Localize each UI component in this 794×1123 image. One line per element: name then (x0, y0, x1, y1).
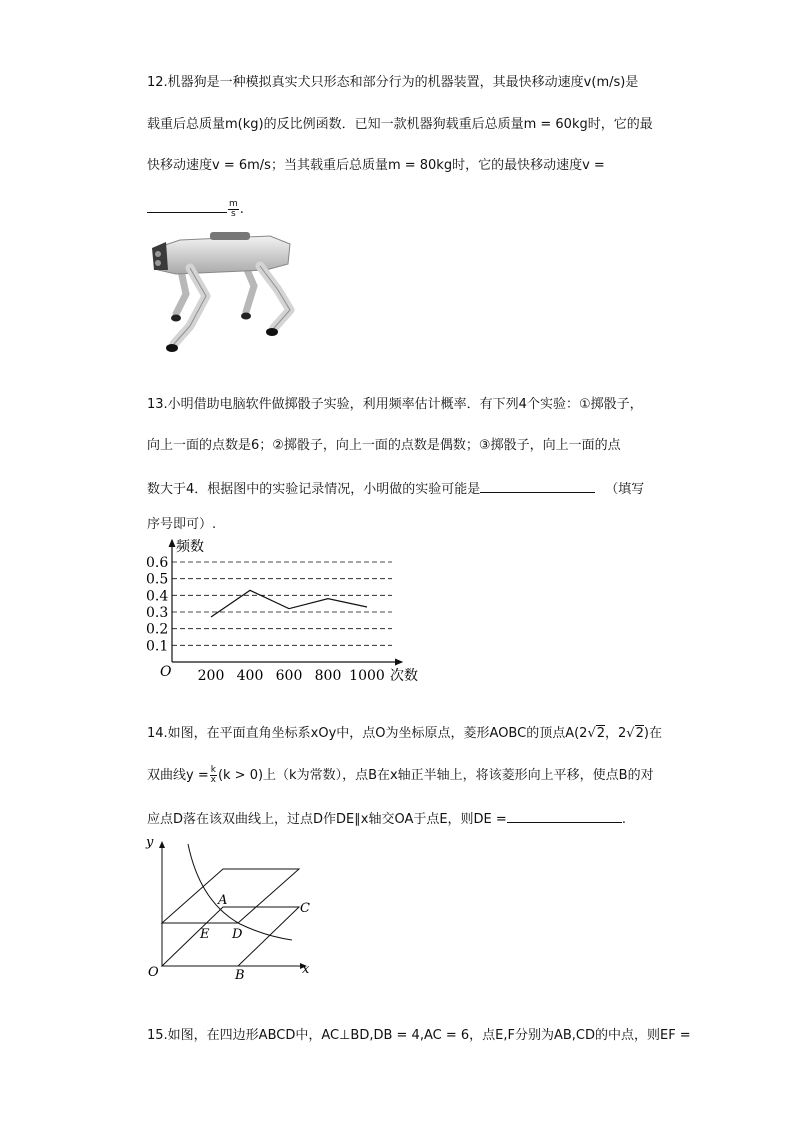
x-axis-label: 次数 (390, 668, 418, 684)
x-tick-label: 800 (314, 668, 342, 684)
q13-line-1: 13.小明借助电脑软件做掷骰子实验，利用频率估计概率．有下列4个实验：①掷骰子， (147, 397, 643, 412)
robot-dog-image (150, 228, 300, 356)
q15-line-1: 15.如图，在四边形ABCD中，AC⊥BD,DB = 4,AC = 6，点E,F分别为AB,CD的中点，则EF = (147, 1028, 691, 1043)
q13-line-4: 序号即可）. (147, 517, 217, 532)
label-y: y (146, 835, 154, 850)
rhombus-aobc (162, 907, 299, 966)
y-axis-label: 频数 (176, 539, 204, 555)
sqrt-symbol: √ (587, 726, 596, 741)
answer-blank[interactable] (507, 808, 622, 823)
translated-rhombus (162, 869, 299, 923)
q14-line-2: 双曲线y = $\frac{k}{x}$ (k > 0)上（k为常数），点B在x轴正半轴上，将该菱形向上平移，使点B的对 (147, 765, 654, 785)
label-e: E (200, 927, 210, 942)
frequency-chart (140, 532, 440, 688)
y-tick-label: 0.4 (146, 588, 169, 605)
y-tick-label: 0.3 (146, 605, 169, 621)
q14-line-1: 14.如图，在平面直角坐标系xOy中，点O为坐标原点，菱形AOBC的顶点A(2√2，2√2)在 (147, 726, 662, 741)
q12-line-1: 12.机器狗是一种模拟真实犬只形态和部分行为的机器装置，其最快移动速度v(m/s)是 (147, 75, 639, 90)
y-tick-label: 0.5 (146, 571, 169, 588)
sqrt-symbol: √ (626, 726, 635, 741)
y-tick-label: 0.1 (146, 638, 169, 655)
q12-answer-line: $\frac{m}{s}$ . (147, 198, 244, 219)
q13-line-2: 向上一面的点数是6；②掷骰子，向上一面的点数是偶数；③掷骰子，向上一面的点 (147, 438, 621, 453)
label-b: B (235, 968, 245, 982)
x-tick-label: 400 (236, 668, 264, 684)
q12-line-2: 载重后总质量m(kg)的反比例函数．已知一款机器狗载重后总质量m = 60kg时，它的最 (147, 117, 653, 132)
label-c: C (300, 901, 310, 916)
q13-line-3: 数大于4．根据图中的实验记录情况，小明做的实验可能是 （填写 (147, 478, 644, 499)
y-tick-label: 0.2 (146, 621, 169, 638)
label-x: x (302, 962, 310, 977)
y-tick-label: 0.6 (146, 555, 169, 571)
q12-line-3: 快移动速度v = 6m/s；当其载重后总质量m = 80kg时，它的最快移动速度v = (147, 158, 605, 173)
x-tick-label: 1000 (349, 668, 385, 684)
label-o: O (148, 965, 159, 980)
frequency-line (211, 590, 367, 617)
origin-label: O (160, 664, 172, 680)
rhombus-hyperbola-diagram (140, 832, 320, 982)
unit-fraction: $\frac{m}{s}$ (229, 199, 238, 219)
x-tick-label: 200 (197, 668, 225, 684)
answer-blank[interactable] (147, 198, 227, 213)
k-over-x-fraction: $\frac{k}{x}$ (210, 765, 216, 785)
answer-blank[interactable] (480, 478, 595, 493)
x-tick-label: 600 (275, 668, 303, 684)
label-a: A (218, 893, 228, 908)
q14-line-3: 应点D落在该双曲线上，过点D作DE∥x轴交OA于点E，则DE = . (147, 808, 626, 829)
label-d: D (232, 927, 243, 942)
